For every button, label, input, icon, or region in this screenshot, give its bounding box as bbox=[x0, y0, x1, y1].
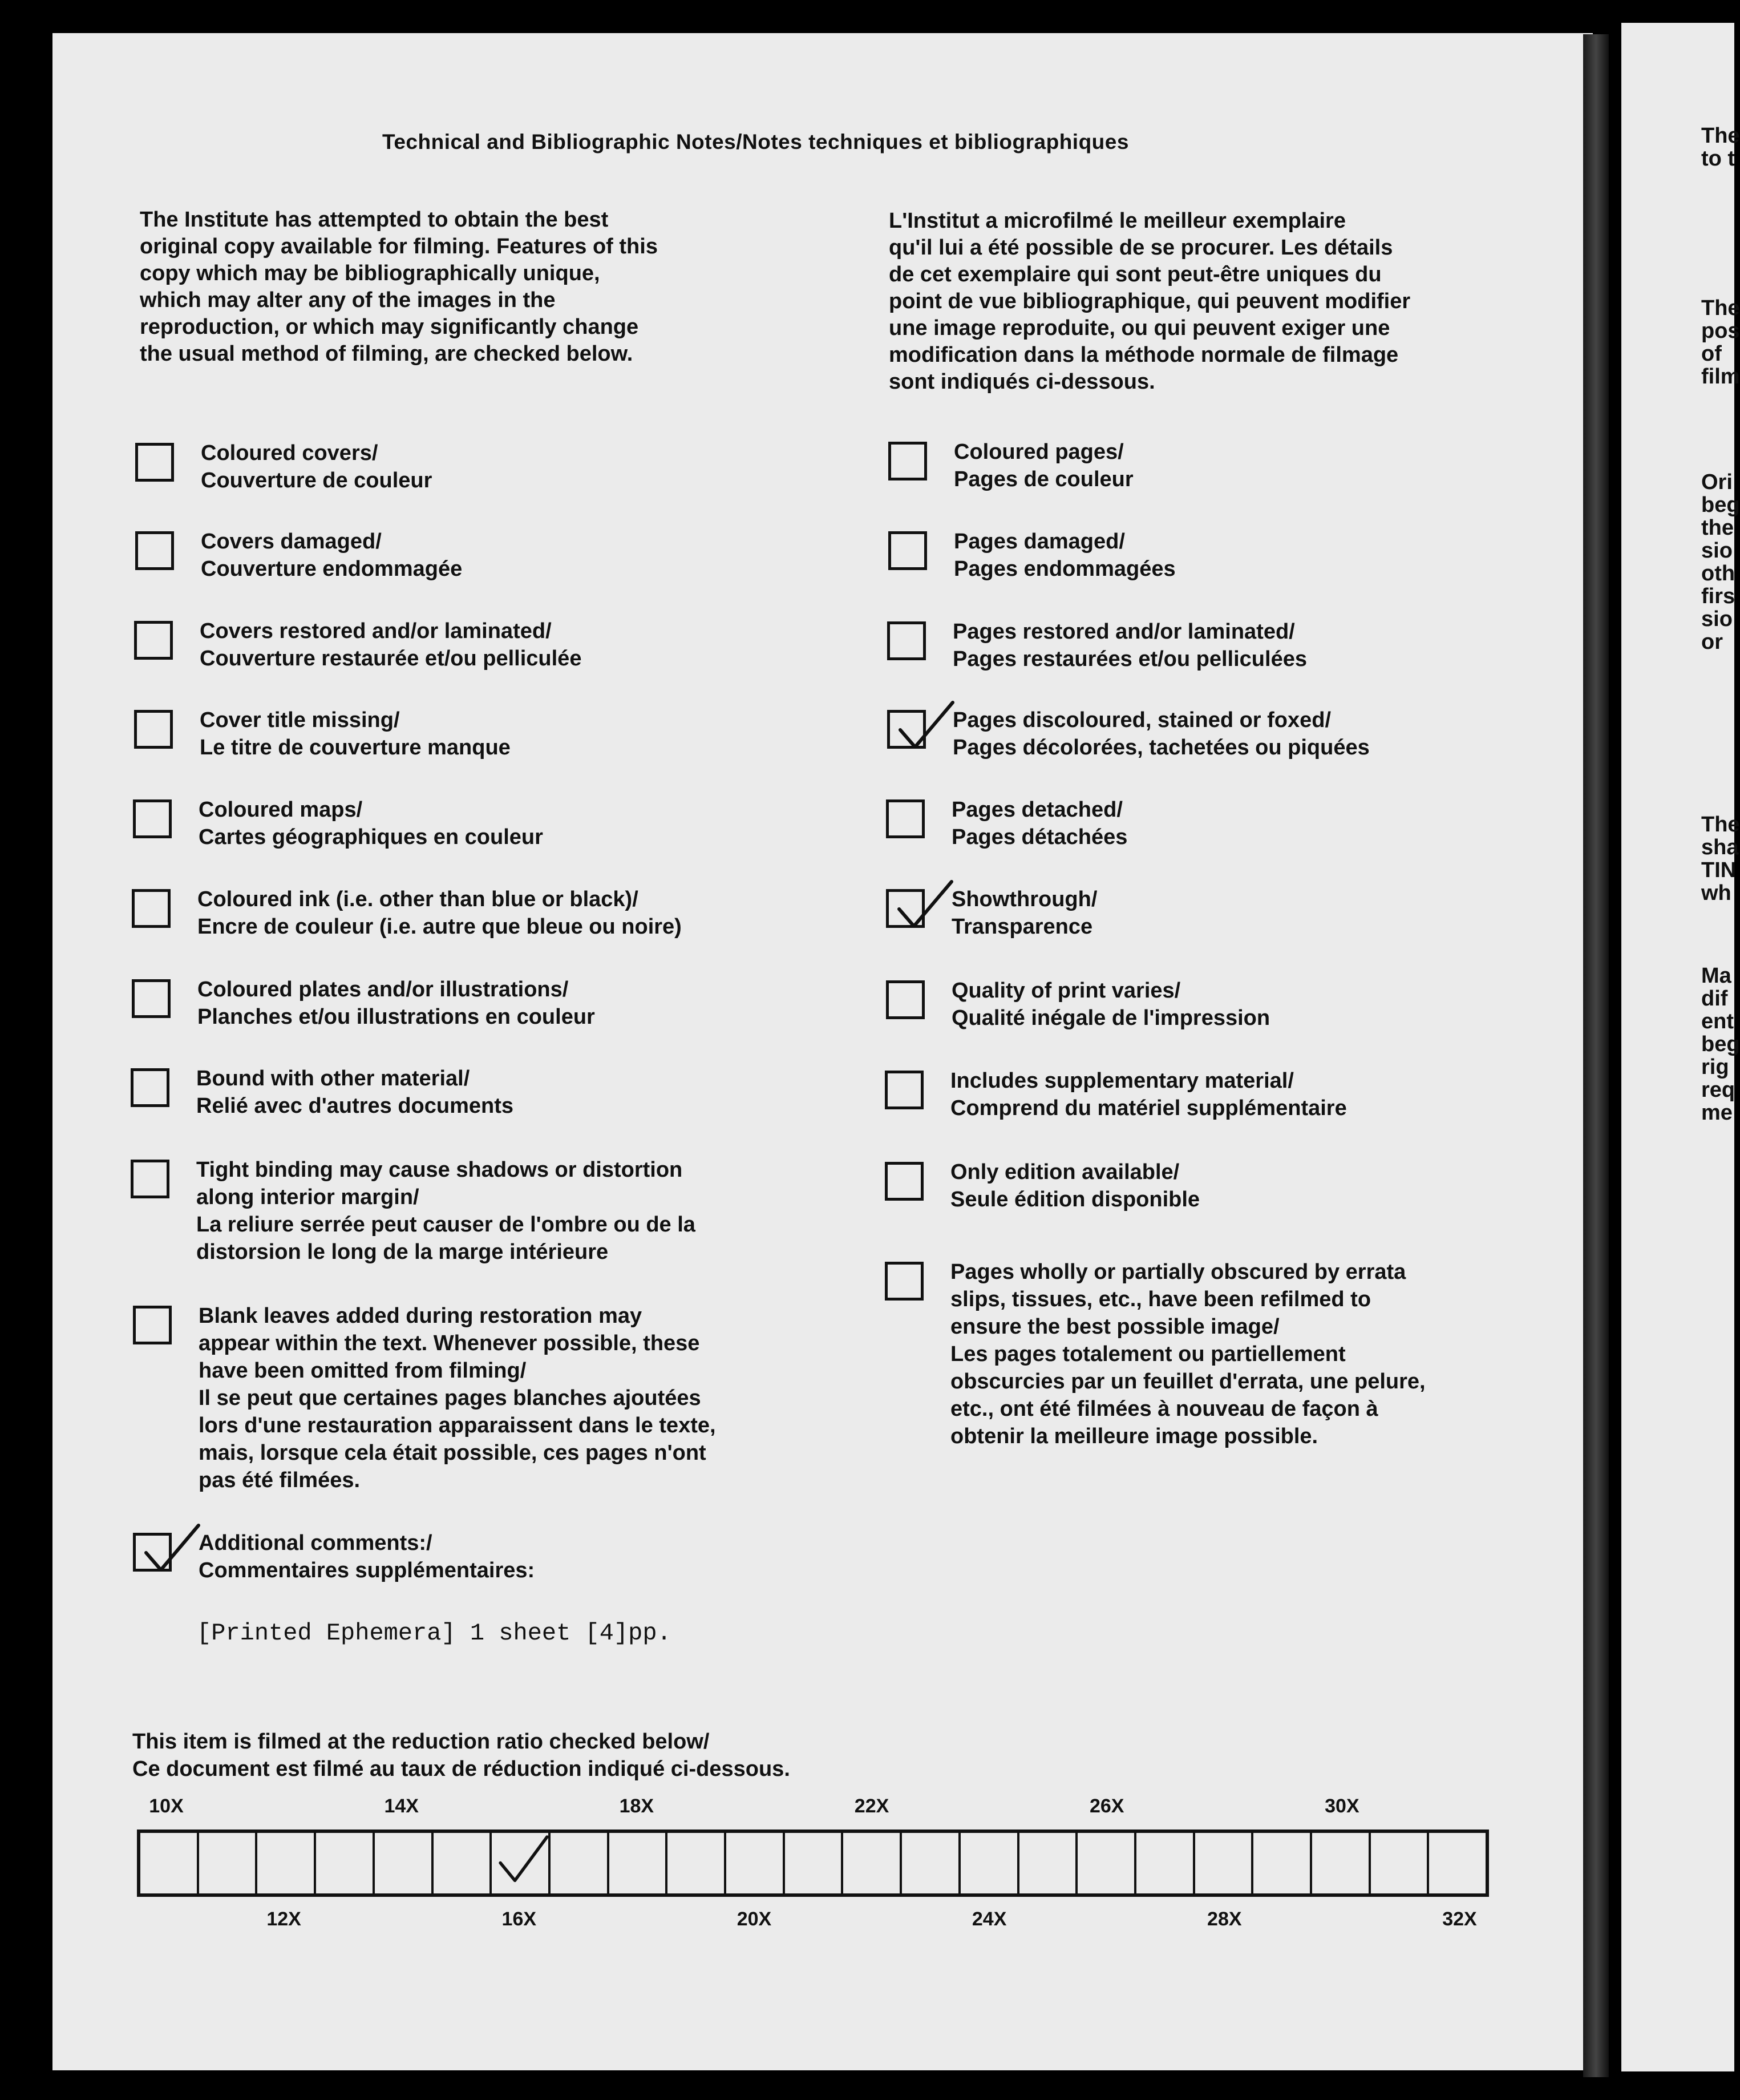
ratio-label: 26X bbox=[1089, 1795, 1124, 1817]
checkbox[interactable] bbox=[887, 621, 926, 660]
adjacent-page-line: me bbox=[1701, 1101, 1733, 1125]
intro-english-line: original copy available for filming. Features of this bbox=[140, 235, 658, 259]
right-checklist-line: Quality of print varies/ bbox=[952, 979, 1181, 1003]
adjacent-page-line: TIN bbox=[1701, 858, 1737, 882]
adjacent-page-line: or bbox=[1701, 630, 1723, 654]
checked-checkbox[interactable] bbox=[887, 710, 926, 749]
adjacent-page-line: to t bbox=[1701, 147, 1735, 171]
ratio-label: 32X bbox=[1442, 1908, 1477, 1930]
page-title: Technical and Bibliographic Notes/Notes techniques et bibliographiques bbox=[382, 130, 1129, 154]
right-checklist-line: Pages détachées bbox=[952, 825, 1128, 849]
left-checklist-line: Blank leaves added during restoration may bbox=[199, 1304, 642, 1328]
adjacent-page-paragraph bbox=[1701, 964, 1740, 1124]
page-gutter bbox=[1583, 34, 1609, 2077]
reduction-ratio-scale bbox=[137, 1830, 1489, 1897]
ratio-cell[interactable] bbox=[375, 1833, 434, 1893]
adjacent-page-paragraph bbox=[1701, 813, 1740, 904]
checkbox[interactable] bbox=[885, 1262, 924, 1301]
ratio-label: 30X bbox=[1325, 1795, 1359, 1817]
left-checklist-line: lors d'une restauration apparaissent dans le texte, bbox=[199, 1414, 716, 1437]
left-checklist-line: Additional comments:/ bbox=[199, 1531, 432, 1555]
ratio-cell[interactable] bbox=[434, 1833, 492, 1893]
intro-french-line: point de vue bibliographique, qui peuvent modifier bbox=[889, 289, 1411, 313]
intro-french-line: une image reproduite, ou qui peuvent exiger une bbox=[889, 316, 1390, 340]
right-checklist-line: Includes supplementary material/ bbox=[950, 1069, 1294, 1093]
left-checklist-label bbox=[200, 706, 511, 761]
intro-french-line: qu'il lui a été possible de se procurer. Les détails bbox=[889, 236, 1393, 260]
intro-english-line: reproduction, or which may significantly change bbox=[140, 315, 639, 339]
ratio-cell[interactable] bbox=[1253, 1833, 1312, 1893]
ratio-label: 24X bbox=[972, 1908, 1007, 1930]
adjacent-page-line: oth bbox=[1701, 562, 1735, 585]
ratio-label: 22X bbox=[854, 1795, 889, 1817]
left-checklist-line: Relié avec d'autres documents bbox=[196, 1094, 514, 1118]
adjacent-page-line: dif bbox=[1701, 987, 1728, 1011]
left-checklist-line: have been omitted from filming/ bbox=[199, 1359, 527, 1383]
right-checklist-line: Pages décolorées, tachetées ou piquées bbox=[953, 736, 1370, 760]
checked-checkbox[interactable] bbox=[133, 1533, 172, 1572]
intro-french-line: de cet exemplaire qui sont peut-être uniques du bbox=[889, 262, 1382, 286]
right-checklist-label bbox=[952, 886, 1097, 940]
intro-english bbox=[140, 207, 658, 368]
checkbox[interactable] bbox=[131, 1160, 169, 1198]
right-checklist-label bbox=[954, 438, 1134, 493]
right-checklist-line: Pages damaged/ bbox=[954, 530, 1125, 554]
adjacent-page-line: beg bbox=[1701, 493, 1740, 517]
adjacent-page-line: req bbox=[1701, 1078, 1735, 1102]
adjacent-page-paragraph bbox=[1701, 471, 1740, 653]
ratio-cell[interactable] bbox=[1019, 1833, 1078, 1893]
adjacent-page-line: the bbox=[1701, 516, 1734, 540]
adjacent-page-line: sio bbox=[1701, 539, 1733, 563]
checkbox[interactable] bbox=[132, 889, 171, 928]
right-checklist-line: Transparence bbox=[952, 915, 1093, 939]
left-checklist-line: Encre de couleur (i.e. autre que bleue ou noire) bbox=[197, 915, 682, 939]
adjacent-page-line: of bbox=[1701, 342, 1722, 366]
right-checklist-line: Seule édition disponible bbox=[950, 1188, 1200, 1211]
ratio-cell[interactable] bbox=[1195, 1833, 1254, 1893]
left-checklist-line: Couverture restaurée et/ou pelliculée bbox=[200, 647, 582, 671]
ratio-cell[interactable] bbox=[1371, 1833, 1430, 1893]
ratio-label: 16X bbox=[501, 1908, 537, 1930]
ratio-cell[interactable] bbox=[667, 1833, 726, 1893]
right-checklist-line: Comprend du matériel supplémentaire bbox=[950, 1096, 1347, 1120]
right-checklist-line: etc., ont été filmées à nouveau de façon à bbox=[950, 1397, 1378, 1421]
right-checklist-line: Pages restored and/or laminated/ bbox=[953, 620, 1295, 644]
left-checklist-line: Couverture de couleur bbox=[201, 469, 432, 492]
intro-english-line: which may alter any of the images in the bbox=[140, 288, 556, 312]
reduction-ratio-note bbox=[132, 1728, 790, 1783]
left-checklist-label bbox=[201, 528, 462, 583]
checkbox[interactable] bbox=[888, 531, 927, 570]
right-checklist-line: obtenir la meilleure image possible. bbox=[950, 1424, 1318, 1448]
left-checklist-label bbox=[197, 886, 682, 940]
left-checklist-line: Planches et/ou illustrations en couleur bbox=[197, 1005, 595, 1029]
reduction-note-line: This item is filmed at the reduction ratio checked below/ bbox=[132, 1730, 710, 1754]
ratio-label: 20X bbox=[737, 1908, 772, 1930]
left-checklist-line: Commentaires supplémentaires: bbox=[199, 1558, 535, 1582]
right-checklist-label bbox=[952, 977, 1270, 1032]
left-checklist-line: Coloured plates and/or illustrations/ bbox=[197, 978, 569, 1001]
left-checklist-line: Tight binding may cause shadows or distortion bbox=[196, 1158, 683, 1182]
ratio-cell[interactable] bbox=[1078, 1833, 1136, 1893]
ratio-cell[interactable] bbox=[609, 1833, 668, 1893]
ratio-label: 28X bbox=[1207, 1908, 1242, 1930]
adjacent-page-paragraph bbox=[1701, 124, 1740, 170]
checkbox[interactable] bbox=[885, 1071, 924, 1109]
checkbox[interactable] bbox=[133, 1306, 172, 1344]
intro-english-line: copy which may be bibliographically unique, bbox=[140, 261, 600, 285]
ratio-label: 18X bbox=[619, 1795, 654, 1817]
left-checklist-line: Coloured covers/ bbox=[201, 441, 378, 465]
adjacent-page-line: sha bbox=[1701, 835, 1739, 859]
left-checklist-line: Covers restored and/or laminated/ bbox=[200, 619, 552, 643]
checkmark-icon bbox=[495, 1828, 552, 1891]
intro-french-line: L'Institut a microfilmé le meilleur exemplaire bbox=[889, 209, 1346, 233]
right-checklist-line: Pages discoloured, stained or foxed/ bbox=[953, 708, 1332, 732]
left-checklist-line: Covers damaged/ bbox=[201, 530, 382, 554]
checkbox[interactable] bbox=[886, 799, 925, 838]
right-checklist-line: Pages wholly or partially obscured by errata bbox=[950, 1260, 1406, 1284]
adjacent-page-line: pos bbox=[1701, 319, 1740, 343]
checkbox[interactable] bbox=[131, 1068, 169, 1107]
right-checklist-label bbox=[950, 1067, 1347, 1122]
right-checklist-label bbox=[953, 618, 1307, 673]
right-checklist-line: Les pages totalement ou partiellement bbox=[950, 1342, 1346, 1366]
checkbox[interactable] bbox=[135, 443, 174, 482]
ratio-cell[interactable] bbox=[551, 1833, 609, 1893]
ratio-cell[interactable] bbox=[199, 1833, 258, 1893]
left-checklist-line: Cartes géographiques en couleur bbox=[199, 825, 543, 849]
left-checklist-line: Il se peut que certaines pages blanches ajoutées bbox=[199, 1386, 701, 1410]
right-checklist-line: ensure the best possible image/ bbox=[950, 1315, 1280, 1339]
adjacent-page-line: The bbox=[1701, 813, 1740, 837]
adjacent-page-line: The bbox=[1701, 296, 1740, 320]
right-checklist-line: Showthrough/ bbox=[952, 887, 1098, 911]
left-checklist-line: distorsion le long de la marge intérieure bbox=[196, 1240, 609, 1264]
right-checklist-label bbox=[952, 796, 1127, 851]
ratio-cell[interactable] bbox=[961, 1833, 1019, 1893]
left-checklist-label bbox=[199, 1302, 716, 1494]
ratio-cell[interactable] bbox=[726, 1833, 785, 1893]
adjacent-page-line: film bbox=[1701, 365, 1740, 389]
right-checklist-line: Pages de couleur bbox=[954, 467, 1134, 491]
intro-french-line: modification dans la méthode normale de filmage bbox=[889, 343, 1399, 367]
intro-english-line: The Institute has attempted to obtain the best bbox=[140, 208, 609, 232]
adjacent-page-line: ent bbox=[1701, 1009, 1734, 1033]
ratio-cell[interactable] bbox=[316, 1833, 375, 1893]
left-checklist-label bbox=[199, 1529, 535, 1584]
adjacent-page-line: rig bbox=[1701, 1055, 1729, 1079]
adjacent-page-line: firs bbox=[1701, 584, 1735, 608]
left-checklist-line: Coloured ink (i.e. other than blue or black)/ bbox=[197, 887, 638, 911]
checkbox[interactable] bbox=[885, 1162, 924, 1201]
ratio-cell[interactable] bbox=[1312, 1833, 1371, 1893]
checkbox[interactable] bbox=[133, 799, 172, 838]
left-checklist-label bbox=[199, 796, 543, 851]
right-checklist-line: Only edition available/ bbox=[950, 1160, 1180, 1184]
intro-english-line: the usual method of filming, are checked below. bbox=[140, 342, 633, 366]
left-checklist-label bbox=[200, 617, 581, 672]
left-checklist-line: Couverture endommagée bbox=[201, 557, 463, 581]
left-checklist-line: along interior margin/ bbox=[196, 1185, 419, 1209]
adjacent-page-line: sio bbox=[1701, 607, 1733, 631]
left-checklist-line: Coloured maps/ bbox=[199, 798, 363, 822]
ratio-cell[interactable] bbox=[1429, 1833, 1486, 1893]
ratio-cell[interactable] bbox=[1136, 1833, 1195, 1893]
adjacent-page-line: beg bbox=[1701, 1032, 1740, 1056]
checkbox[interactable] bbox=[135, 531, 174, 570]
adjacent-page-line: The bbox=[1701, 124, 1740, 148]
right-checklist-line: Pages restaurées et/ou pelliculées bbox=[953, 647, 1307, 671]
intro-french bbox=[889, 208, 1410, 395]
ratio-cell[interactable] bbox=[492, 1833, 551, 1893]
ratio-cell[interactable] bbox=[785, 1833, 844, 1893]
right-checklist-line: Qualité inégale de l'impression bbox=[952, 1006, 1270, 1030]
checkbox[interactable] bbox=[886, 980, 925, 1019]
left-checklist-label bbox=[196, 1156, 695, 1266]
left-checklist-line: Le titre de couverture manque bbox=[200, 736, 511, 760]
intro-french-line: sont indiqués ci-dessous. bbox=[889, 370, 1155, 394]
ratio-cell[interactable] bbox=[902, 1833, 961, 1893]
left-checklist-line: mais, lorsque cela était possible, ces pages n'ont bbox=[199, 1441, 706, 1465]
right-checklist-line: obscurcies par un feuillet d'errata, une pelure, bbox=[950, 1370, 1426, 1394]
right-checklist-line: slips, tissues, etc., have been refilmed to bbox=[950, 1287, 1371, 1311]
checkbox[interactable] bbox=[134, 710, 173, 749]
left-checklist-label bbox=[197, 976, 595, 1031]
right-checklist-line: Pages endommagées bbox=[954, 557, 1176, 581]
checkbox[interactable] bbox=[134, 621, 173, 660]
right-checklist-label bbox=[953, 706, 1370, 761]
left-checklist-line: La reliure serrée peut causer de l'ombre ou de la bbox=[196, 1213, 695, 1237]
checked-checkbox[interactable] bbox=[886, 889, 925, 928]
ratio-label: 14X bbox=[384, 1795, 419, 1817]
left-checklist-line: appear within the text. Whenever possible, these bbox=[199, 1331, 700, 1355]
left-checklist-label bbox=[196, 1065, 513, 1120]
reduction-note-line: Ce document est filmé au taux de réduction indiqué ci-dessous. bbox=[132, 1757, 790, 1781]
right-checklist-label bbox=[954, 528, 1176, 583]
right-checklist-label bbox=[950, 1158, 1200, 1213]
ratio-cell[interactable] bbox=[140, 1833, 199, 1893]
checkbox[interactable] bbox=[132, 979, 171, 1018]
left-checklist-line: pas été filmées. bbox=[199, 1468, 361, 1492]
adjacent-page-line: Ma bbox=[1701, 964, 1731, 988]
left-checklist-label bbox=[201, 439, 432, 494]
ratio-cell[interactable] bbox=[257, 1833, 316, 1893]
left-checklist-line: Bound with other material/ bbox=[196, 1067, 470, 1091]
ratio-label: 10X bbox=[149, 1795, 184, 1817]
right-checklist-line: Coloured pages/ bbox=[954, 440, 1124, 464]
additional-comment-text: [Printed Ephemera] 1 sheet [4]pp. bbox=[197, 1620, 671, 1647]
adjacent-page-line: Ori bbox=[1701, 470, 1733, 494]
ratio-cell[interactable] bbox=[843, 1833, 902, 1893]
ratio-label: 12X bbox=[266, 1908, 301, 1930]
left-checklist-line: Cover title missing/ bbox=[200, 708, 400, 732]
right-checklist-line: Pages detached/ bbox=[952, 798, 1123, 822]
adjacent-page-paragraph bbox=[1701, 297, 1740, 388]
checkbox[interactable] bbox=[888, 442, 927, 480]
adjacent-page-line: wh bbox=[1701, 881, 1731, 905]
right-checklist-label bbox=[950, 1258, 1426, 1450]
